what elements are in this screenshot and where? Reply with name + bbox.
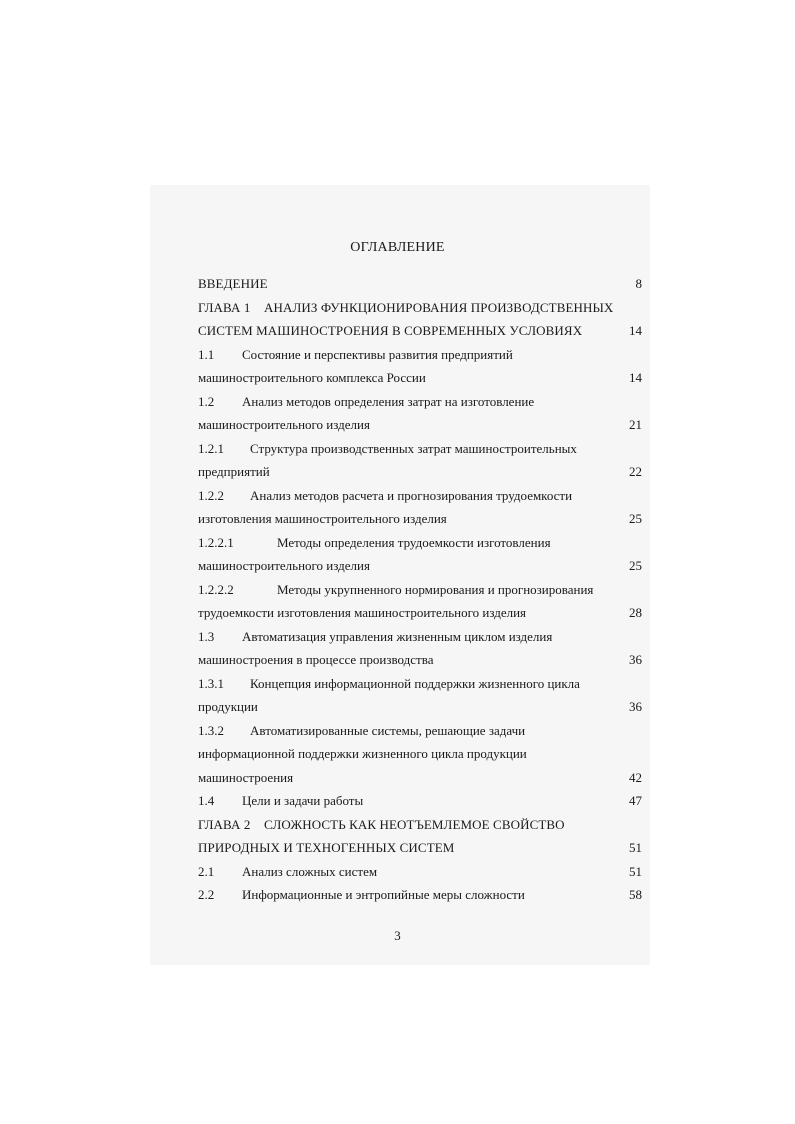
toc-entry-number: 2.2 bbox=[198, 887, 215, 902]
toc-entry-text: ВВЕДЕНИЕ bbox=[198, 276, 268, 291]
toc-entry-text: изготовления машиностроительного изделия bbox=[198, 511, 447, 526]
toc-page-number: 25 bbox=[629, 511, 642, 526]
toc-page-number: 36 bbox=[629, 652, 642, 667]
toc-entry-1-2-2-1[interactable] bbox=[198, 531, 648, 578]
toc-entry-1-2-2-2[interactable] bbox=[198, 578, 648, 625]
toc-entry-chapter-2[interactable] bbox=[198, 813, 648, 860]
toc-entry-text: машиностроения в процессе производства bbox=[198, 652, 434, 667]
toc-entry-text: Автоматизированные системы, решающие задачи bbox=[250, 722, 526, 738]
toc-entry-number: 1.3 bbox=[198, 628, 215, 644]
toc-entry-text: трудоемкости изготовления машиностроительного изделия bbox=[198, 605, 527, 620]
toc-entry-number: 1.2.1 bbox=[198, 440, 224, 456]
toc-entry-1-4[interactable] bbox=[198, 789, 648, 813]
toc-page-number: 42 bbox=[629, 769, 642, 785]
toc-entry-1-3-2[interactable] bbox=[198, 719, 648, 790]
toc-entry-number: 1.3.1 bbox=[198, 675, 224, 691]
table-of-contents bbox=[198, 272, 648, 907]
toc-entry-number: 1.2.2 bbox=[198, 487, 224, 503]
toc-entry-text: Анализ методов расчета и прогнозирования трудоемкости bbox=[250, 487, 573, 503]
page-title: ОГЛАВЛЕНИЕ bbox=[350, 240, 445, 255]
toc-page-number: 36 bbox=[629, 699, 642, 714]
toc-entry-number: ГЛАВА 1 bbox=[198, 299, 251, 315]
toc-entry-number: 1.2.2.1 bbox=[198, 534, 234, 550]
toc-entry-text: машиностроения bbox=[198, 769, 294, 785]
toc-entry-text: СИСТЕМ МАШИНОСТРОЕНИЯ В СОВРЕМЕННЫХ УСЛОВИЯХ bbox=[198, 323, 583, 338]
toc-entry-number: 1.2.2.2 bbox=[198, 581, 234, 597]
toc-entry-1-2-1[interactable] bbox=[198, 437, 648, 484]
toc-entry-1-2-2[interactable] bbox=[198, 484, 648, 531]
toc-entry-text: Состояние и перспективы развития предприятий bbox=[242, 346, 513, 362]
toc-entry-text: АНАЛИЗ ФУНКЦИОНИРОВАНИЯ ПРОИЗВОДСТВЕННЫХ bbox=[264, 299, 614, 315]
toc-entry-text: Методы определения трудоемкости изготовления bbox=[277, 534, 551, 550]
toc-entry-text: Структура производственных затрат машиностроительных bbox=[250, 440, 577, 456]
toc-entry-text: предприятий bbox=[198, 464, 270, 479]
toc-page-number: 51 bbox=[629, 863, 642, 879]
toc-page-number: 8 bbox=[635, 276, 642, 291]
toc-entry-chapter-1[interactable] bbox=[198, 296, 648, 343]
toc-entry-text: Цели и задачи работы bbox=[242, 793, 364, 808]
toc-page-number: 28 bbox=[629, 605, 642, 620]
toc-page-number: 22 bbox=[629, 464, 642, 479]
toc-entry-text: машиностроительного изделия bbox=[198, 417, 370, 432]
toc-page-number: 14 bbox=[629, 323, 642, 338]
toc-entry-text: продукции bbox=[198, 699, 258, 714]
toc-page-number: 21 bbox=[629, 417, 642, 432]
toc-page-number: 51 bbox=[629, 840, 642, 855]
toc-entry-2-2[interactable] bbox=[198, 883, 648, 907]
page-number-footer: 3 bbox=[394, 928, 401, 943]
toc-entry-text: ПРИРОДНЫХ И ТЕХНОГЕННЫХ СИСТЕМ bbox=[198, 840, 455, 855]
toc-page-number: 25 bbox=[629, 558, 642, 573]
toc-page-number: 58 bbox=[629, 887, 642, 902]
toc-entry-2-1[interactable] bbox=[198, 860, 648, 884]
toc-entry-1-2[interactable] bbox=[198, 390, 648, 437]
toc-entry-text: Анализ сложных систем bbox=[242, 863, 378, 879]
toc-entry-number: 1.1 bbox=[198, 346, 215, 362]
toc-entry-1-3[interactable] bbox=[198, 625, 648, 672]
toc-entry-text: информационной поддержки жизненного цикла продукции bbox=[198, 746, 527, 761]
toc-entry-number: 1.2 bbox=[198, 393, 215, 409]
toc-entry-number: ГЛАВА 2 bbox=[198, 816, 251, 832]
toc-entry-text: Концепция информационной поддержки жизненного цикла bbox=[250, 675, 580, 691]
toc-page-number: 14 bbox=[629, 370, 642, 385]
toc-entry-text: машиностроительного изделия bbox=[198, 558, 370, 573]
toc-entry-text: Информационные и энтропийные меры сложности bbox=[242, 887, 525, 902]
toc-entry-number: 2.1 bbox=[198, 863, 215, 879]
toc-entry-text: машиностроительного комплекса России bbox=[198, 370, 426, 385]
toc-entry-1-3-1[interactable] bbox=[198, 672, 648, 719]
toc-entry-text: Методы укрупненного нормирования и прогнозирования bbox=[277, 581, 594, 597]
toc-entry-introduction[interactable] bbox=[198, 272, 648, 296]
toc-entry-number: 1.3.2 bbox=[198, 722, 224, 738]
toc-entry-number: 1.4 bbox=[198, 793, 215, 808]
toc-entry-text: Автоматизация управления жизненным циклом изделия bbox=[242, 628, 553, 644]
toc-entry-1-1[interactable] bbox=[198, 343, 648, 390]
toc-entry-text: СЛОЖНОСТЬ КАК НЕОТЪЕМЛЕМОЕ СВОЙСТВО bbox=[264, 816, 565, 832]
toc-page-number: 47 bbox=[629, 793, 642, 808]
toc-entry-text: Анализ методов определения затрат на изготовление bbox=[242, 393, 535, 409]
